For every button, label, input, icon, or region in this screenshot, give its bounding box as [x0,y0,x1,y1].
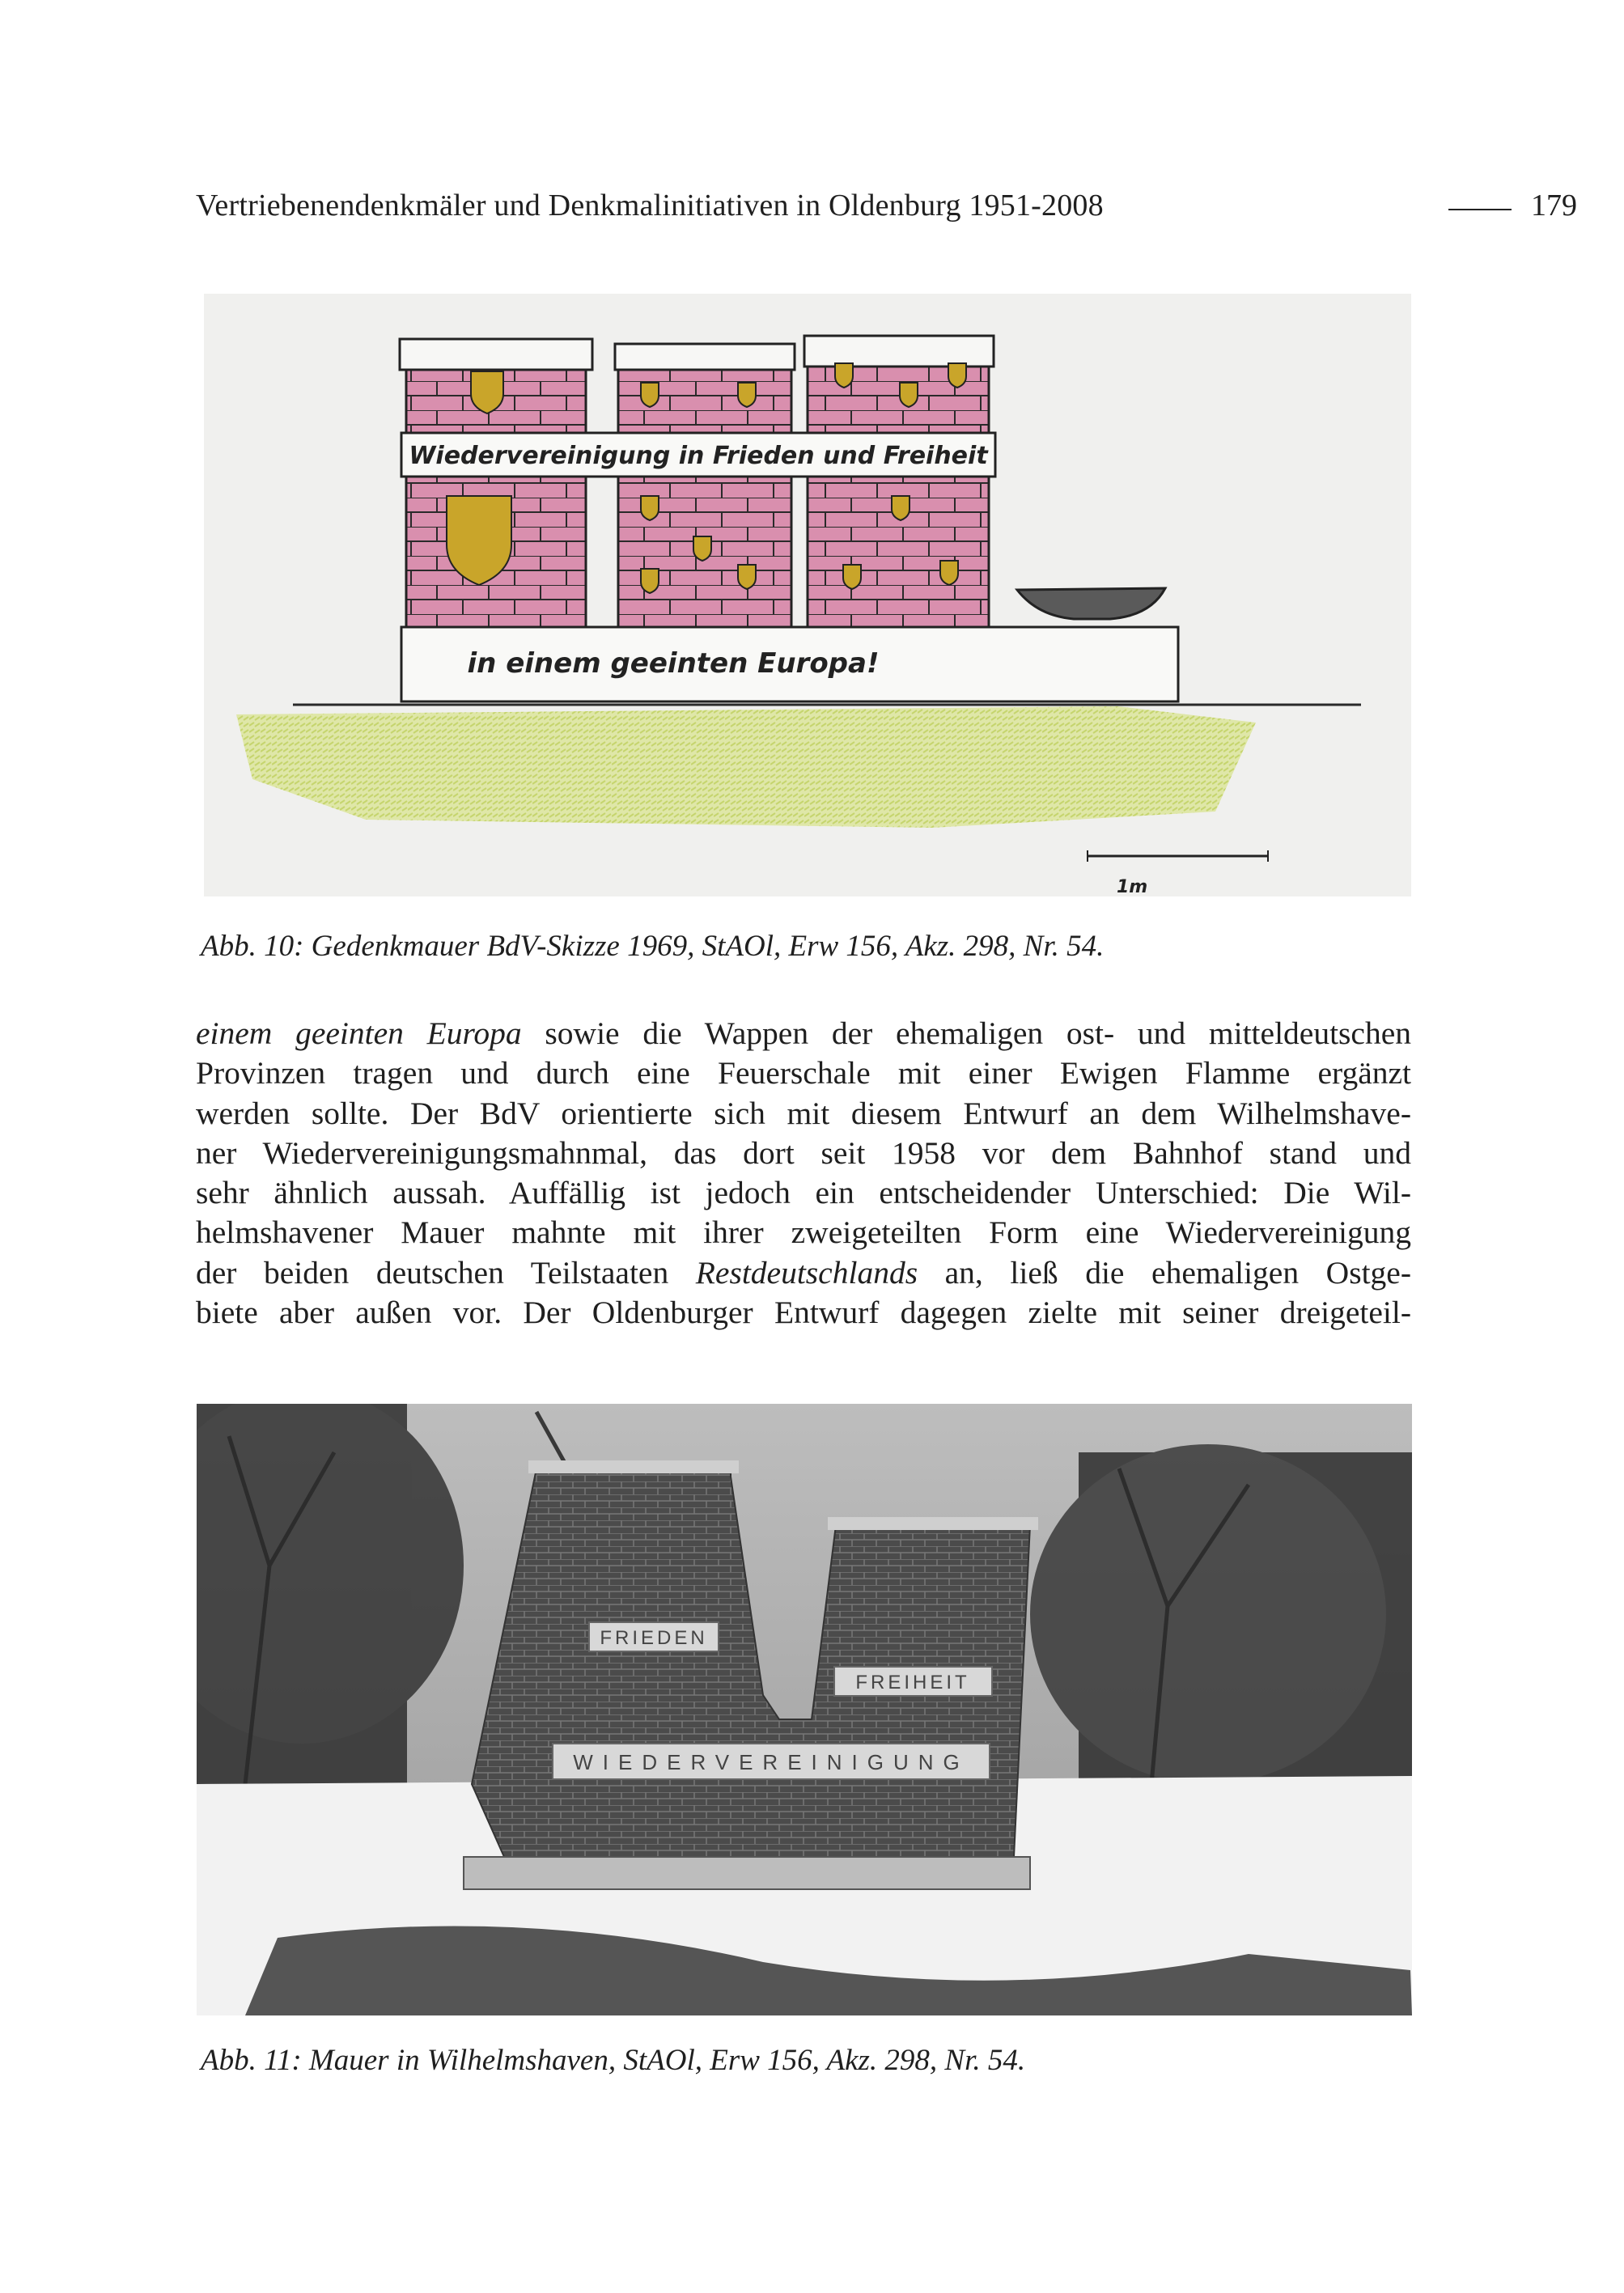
sketch-scale-label: 1m [1117,877,1148,896]
figure-caption-2: Abb. 11: Mauer in Wilhelmshaven, StAOl, Erw 156, Akz. 298, Nr. 54. [201,2044,1026,2077]
sketch-drawing [204,294,1411,896]
body-paragraph [196,1014,1411,1333]
text-line: biete aber außen vor. Der Oldenburger Entwurf dagegen zielte mit seiner dreigeteil- [196,1295,1411,1331]
sketch-base-text: in einem geeinten Europa! [467,647,880,680]
text-line: sehr ähnlich aussah. Auffällig ist jedoch ein entscheidender Unterschied: Die Wil- [196,1175,1411,1211]
text-line: einem geeinten Europa sowie die Wappen der ehemaligen ost- und mitteldeutschen [196,1015,1411,1051]
figure-caption-1: Abb. 10: Gedenkmauer BdV-Skizze 1969, StAOl, Erw 156, Akz. 298, Nr. 54. [201,930,1105,963]
running-title: Vertriebenendenkmäler und Denkmalinitiativen in Oldenburg 1951-2008 [196,189,1104,223]
figure-sketch [204,294,1411,896]
plaque-wiedervereinigung: WIEDERVEREINIGUNG [573,1750,969,1774]
text-line: werden sollte. Der BdV orientierte sich mit diesem Entwurf an dem Wilhelmshave- [196,1095,1411,1131]
figure-photo [197,1404,1412,2015]
text-line: ner Wiedervereinigungsmahnmal, das dort seit 1958 vor dem Bahnhof stand und [196,1134,1411,1171]
plaque-freiheit: FREIHEIT [855,1672,970,1693]
running-header [196,188,1577,236]
page-number: 179 [1531,189,1577,223]
text-line: Provinzen tragen und durch eine Feuerschale mit einer Ewigen Flamme ergänzt [196,1055,1411,1091]
sketch-banner-text: Wiedervereinigung in Frieden und Freiheit [409,442,988,470]
header-rule [1448,209,1512,210]
text-line: der beiden deutschen Teilstaaten Restdeutschlands an, ließ die ehemaligen Ostge- [196,1254,1411,1291]
text-line: helmshavener Mauer mahnte mit ihrer zweigeteilten Form eine Wiedervereinigung [196,1214,1411,1251]
plaque-frieden: FRIEDEN [600,1627,708,1649]
photo-drawing [197,1404,1412,2015]
